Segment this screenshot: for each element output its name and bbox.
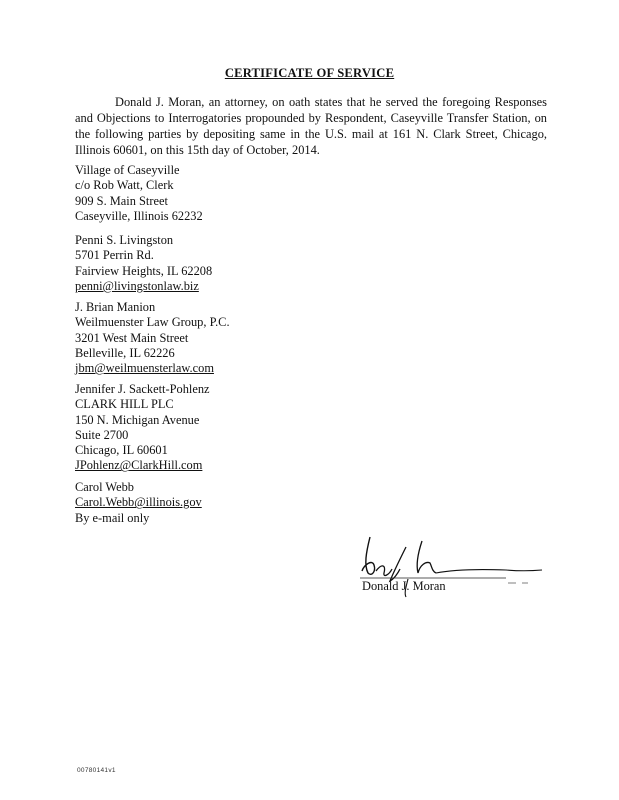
recipient-line: Weilmuenster Law Group, P.C.: [75, 315, 230, 330]
recipient-line: Chicago, IL 60601: [75, 443, 168, 458]
recipient-email-link[interactable]: Carol.Webb@illinois.gov: [75, 495, 202, 510]
recipient-line: c/o Rob Watt, Clerk: [75, 178, 174, 193]
recipient-line: 909 S. Main Street: [75, 193, 168, 208]
recipient-email-link[interactable]: JPohlenz@ClarkHill.com: [75, 458, 203, 473]
recipient-line: 5701 Perrin Rd.: [75, 248, 154, 263]
recipient-line: CLARK HILL PLC: [75, 397, 174, 412]
recipient-email-link[interactable]: penni@livingstonlaw.biz: [75, 278, 199, 293]
document-title: CERTIFICATE OF SERVICE: [224, 66, 395, 80]
recipient-line: Penni S. Livingston: [75, 233, 174, 247]
recipient-line: Village of Caseyville: [75, 163, 180, 177]
document-id: 00780141v1: [77, 767, 116, 774]
recipient-line: Carol Webb: [75, 480, 134, 494]
recipient-line: Jennifer J. Sackett-Pohlenz: [75, 382, 210, 396]
recipient-line: 3201 West Main Street: [75, 330, 189, 345]
recipient-line: Fairview Heights, IL 62208: [75, 263, 213, 278]
recipient-block: [75, 300, 230, 376]
recipient-block: [75, 233, 212, 294]
recipient-block: [75, 480, 202, 526]
recipient-block: [75, 163, 203, 224]
recipient-block: [75, 382, 210, 474]
recipient-line: Belleville, IL 62226: [75, 345, 175, 360]
signer-name: Donald J. Moran: [362, 579, 446, 593]
recipient-line: Caseyville, Illinois 62232: [75, 208, 203, 223]
recipient-line: Suite 2700: [75, 427, 129, 442]
service-statement: Donald J. Moran, an attorney, on oath states that he served the foregoing Responses and Objections to Interrogatories propounded by Respondent, Caseyville Transfer Station, on the following parties by depositing same in the U.S. mail at 161 N. Clark Street, Chicago, Illinois 60601, on this 15th day of October, 2014.: [75, 95, 547, 157]
recipient-line: 150 N. Michigan Avenue: [75, 412, 200, 427]
recipient-email-link[interactable]: jbm@weilmuensterlaw.com: [75, 361, 214, 376]
delivery-note: By e-mail only: [75, 510, 150, 525]
recipient-line: J. Brian Manion: [75, 300, 156, 314]
